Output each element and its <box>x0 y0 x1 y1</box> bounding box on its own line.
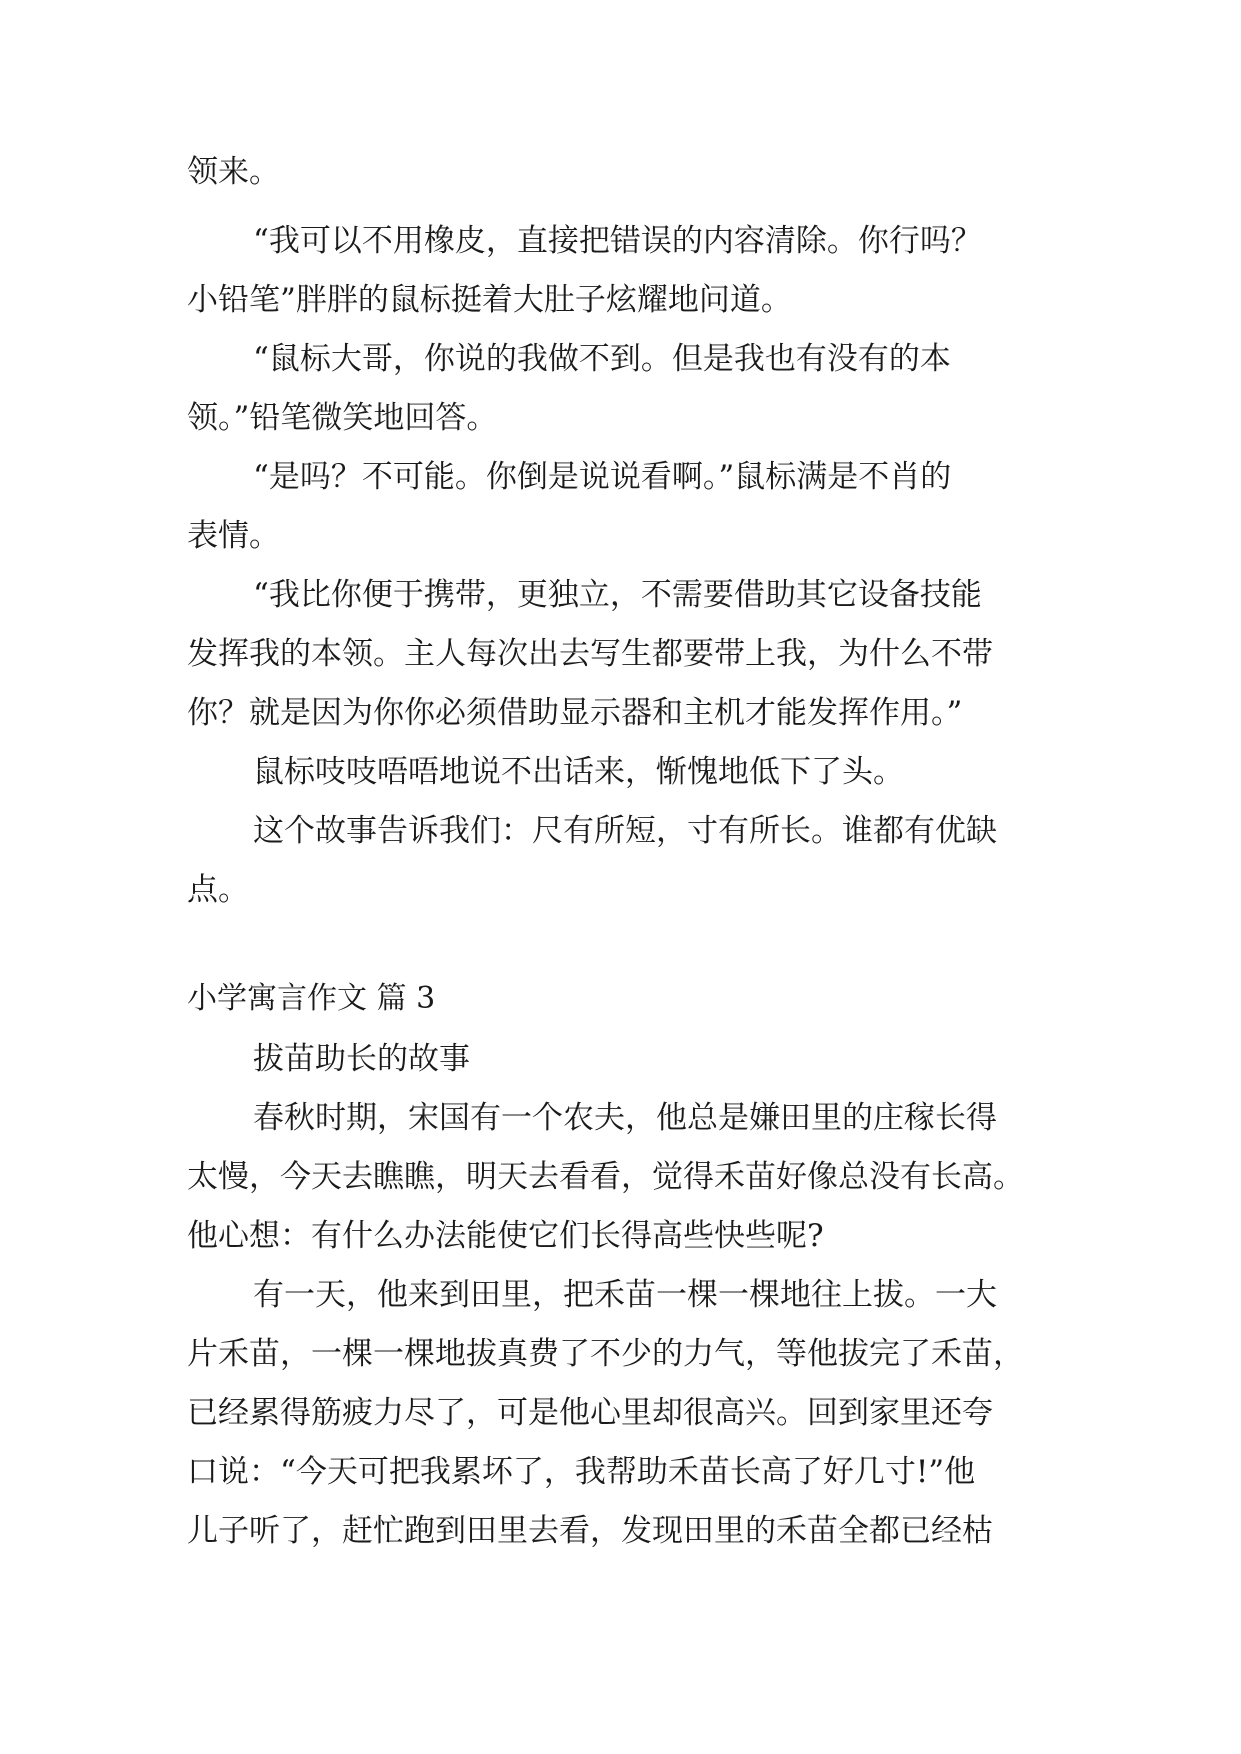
text-line: 表情。 <box>187 518 280 554</box>
text-line: 儿子听了，赶忙跑到田里去看，发现田里的禾苗全都已经枯 <box>187 1513 993 1549</box>
text-line: 领来。 <box>187 154 280 190</box>
text-line: 小铅笔”胖胖的鼠标挺着大肚子炫耀地问道。 <box>187 282 792 318</box>
text-line: 点。 <box>187 872 249 908</box>
text-line: “我比你便于携带，更独立，不需要借助其它设备技能 <box>253 577 982 613</box>
section-heading: 小学寓言作文 篇 3 <box>187 981 436 1016</box>
text-line: 发挥我的本领。主人每次出去写生都要带上我，为什么不带 <box>187 636 993 672</box>
text-line: 已经累得筋疲力尽了，可是他心里却很高兴。回到家里还夸 <box>187 1395 993 1431</box>
text-line: 领。”铅笔微笑地回答。 <box>187 400 498 436</box>
text-line: “鼠标大哥，你说的我做不到。但是我也有没有的本 <box>253 341 951 377</box>
text-line: 你？就是因为你你必须借助显示器和主机才能发挥作用。” <box>187 695 963 731</box>
text-line: “我可以不用橡皮，直接把错误的内容清除。你行吗？ <box>253 223 982 259</box>
text-line: 春秋时期，宋国有一个农夫，他总是嫌田里的庄稼长得 <box>253 1100 997 1136</box>
text-line: 有一天，他来到田里，把禾苗一棵一棵地往上拔。一大 <box>253 1277 997 1313</box>
text-line: 口说：“今天可把我累坏了，我帮助禾苗长高了好几寸!”他 <box>187 1454 976 1490</box>
text-line: “是吗？不可能。你倒是说说看啊。”鼠标满是不肖的 <box>253 459 952 495</box>
story-title: 拔苗助长的故事 <box>253 1041 470 1077</box>
text-line: 这个故事告诉我们：尺有所短，寸有所长。谁都有优缺 <box>253 813 997 849</box>
text-line: 片禾苗，一棵一棵地拔真费了不少的力气，等他拔完了禾苗， <box>187 1336 1024 1372</box>
text-line: 太慢，今天去瞧瞧，明天去看看，觉得禾苗好像总没有长高。 <box>187 1159 1024 1195</box>
text-line: 鼠标吱吱唔唔地说不出话来，惭愧地低下了头。 <box>253 754 904 790</box>
text-line: 他心想：有什么办法能使它们长得高些快些呢? <box>187 1218 824 1254</box>
